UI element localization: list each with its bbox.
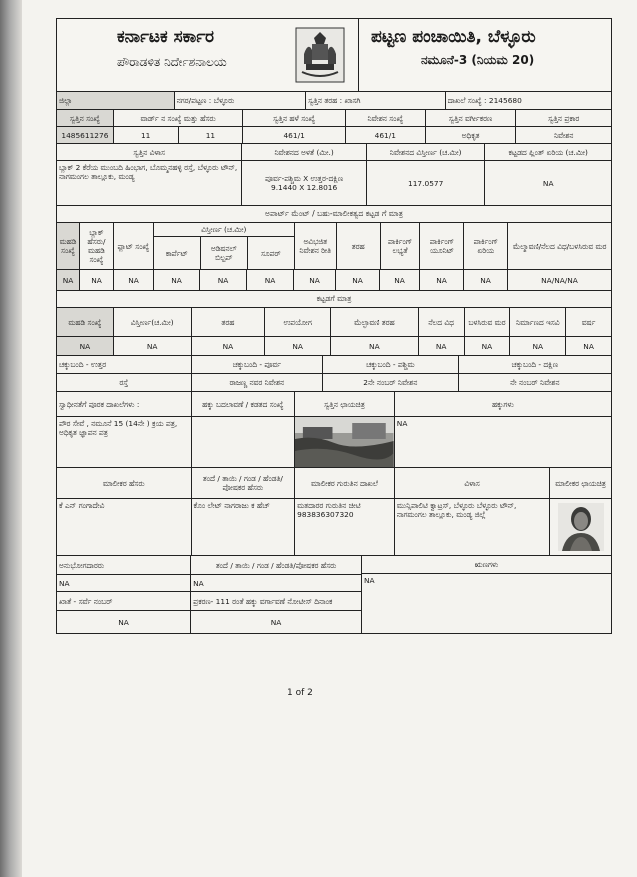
td-apt-block: NA bbox=[79, 270, 113, 290]
apt-area-subheaders bbox=[154, 237, 294, 269]
th-apt-carpet: ಕಾರ್ಪೆಟ್ bbox=[165, 248, 188, 258]
th-site-area: ನಿವೇಶನದ ವಿಸ್ತೀರ್ಣ (ಚ.ಮೀ) bbox=[366, 144, 485, 160]
dept-title: ಪೌರಾಡಳಿತ ನಿರ್ದೇಶನಾಲಯ bbox=[117, 55, 227, 69]
td-apt-parking-availability: NA bbox=[379, 270, 419, 290]
td-apt-parking-unit: NA bbox=[419, 270, 463, 290]
th-survey: ಖಾತೆ - ಸರ್ವೆ ನಂಬರ್ bbox=[59, 596, 113, 606]
office-title: ಪಟ್ಟಣ ಪಂಚಾಯಿತಿ, ಬೆಳ್ಳೂರು bbox=[371, 27, 536, 47]
survey-header-row bbox=[56, 592, 362, 611]
td-occupant-relation: NA bbox=[190, 575, 361, 591]
th-apt-block: ಬ್ಲಾಕ್ ಹೆಸರು/ ಮಹಡಿ ಸಂಖ್ಯೆ bbox=[79, 223, 113, 269]
address-value-row bbox=[56, 161, 612, 206]
td-classification: ಅಧಿಕೃತ bbox=[425, 127, 516, 143]
th-occupant-relation: ತಂದೆ / ತಾಯಿ / ಗಂಡ / ಹೆಂಡತಿ/ಪೋಷಕರ ಹೆಸರು bbox=[190, 556, 361, 574]
th-owner-photo: ಮಾಲೀಕರ ಛಾಯಚಿತ್ರ bbox=[549, 468, 611, 498]
td-apt-carpet: NA bbox=[153, 270, 199, 290]
dimensions-label: ಪೂರ್ವ-ಪಶ್ಚಿಮ X ಉತ್ತರ-ದಕ್ಷಿಣ bbox=[265, 174, 344, 183]
th-bld-floor-type: ನೆಲದ ವಿಧ bbox=[418, 308, 464, 336]
td-boundary-south: ನೇ ನಂಬರ್ ನಿವೇಶನ bbox=[458, 374, 611, 391]
th-boundary-south: ಚಕ್ಕುಬಂದಿ - ದಕ್ಷಿಣ bbox=[458, 356, 611, 373]
th-plinth: ಕಟ್ಟಡದ ಪ್ಲಿಂತ್ ಏರಿಯ (ಚ.ಮೀ) bbox=[484, 144, 611, 160]
td-site-area: 117.0577 bbox=[366, 161, 485, 205]
th-bld-built-year: ನಿರ್ಮಾಣದ ಇಸವಿ bbox=[509, 308, 565, 336]
td-bld-age: NA bbox=[565, 337, 611, 355]
td-bld-wood: NA bbox=[464, 337, 510, 355]
th-burdens: ಋಣಗಳು bbox=[362, 556, 611, 574]
th-dimensions: ನಿವೇಶನದ ಅಳತೆ (ಮೀ.) bbox=[241, 144, 366, 160]
th-transfer: ಹಕ್ಕು ಬದಲಾವಣೆ / ಕಡತದ ಸಂಖ್ಯೆ bbox=[191, 392, 295, 416]
header-left bbox=[57, 19, 282, 91]
th-kind: ಸ್ವತ್ತಿನ ಪ್ರಕಾರ bbox=[515, 110, 611, 126]
th-boundary-north: ಚಕ್ಕುಬಂದಿ - ಉತ್ತರ bbox=[59, 360, 107, 369]
th-apt-additional: ಅಡಿಷನಲ್ ಬಿಲ್ಟಪ್ bbox=[200, 237, 247, 269]
apt-area-group bbox=[153, 223, 294, 269]
th-apt-parking-unit: ಪಾರ್ಕಿಂಗ್ ಯೂನಿಟ್ bbox=[419, 223, 463, 269]
th-bld-usage: ಉಪಯೋಗ bbox=[264, 308, 330, 336]
owner-photo bbox=[549, 499, 611, 555]
th-apt-floor-type: ಮೆಲ್ಮಾವಣಿ/ನೆಲದ ವಿಧ/ಬಳಸಿರುವ ಮರ bbox=[507, 223, 611, 269]
td-ward-name: 11 bbox=[178, 127, 243, 143]
th-owner-relation: ತಂದೆ / ತಾಯಿ / ಗಂಡ / ಹೆಂಡತಿ/ಪೋಷಕರ ಹೆಸರು bbox=[191, 468, 295, 498]
occupant-block bbox=[56, 556, 362, 634]
th-documents: ಸ್ವಾಧೀನತೆಗೆ ಪೂರಕ ದಾಖಲೆಗಳು : bbox=[59, 399, 140, 409]
td-apt-additional: NA bbox=[199, 270, 246, 290]
th-owner-address: ವಿಳಾಸ bbox=[394, 468, 549, 498]
td-apt-type: NA bbox=[335, 270, 379, 290]
form-header bbox=[56, 18, 612, 92]
header-right bbox=[358, 19, 611, 91]
govt-title: ಕರ್ನಾಟಕ ಸರ್ಕಾರ bbox=[117, 27, 215, 47]
property-type-cell: ಸ್ವತ್ತಿನ ತರಹ : ಖಾಸಗಿ bbox=[305, 92, 445, 109]
occupant-value-row bbox=[56, 575, 362, 592]
td-dimensions bbox=[241, 161, 366, 205]
th-apt-parking-area: ಪಾರ್ಕಿಂಗ್ ಏರಿಯ bbox=[463, 223, 507, 269]
td-burdens: NA bbox=[364, 576, 375, 585]
th-case: ಪ್ರಕರಣ- 111 ರಂತೆ ಹಕ್ಕು ವರ್ಗಾವಣೆ ನೋಟೀಸ್ ದಿನಾಂಕ bbox=[190, 592, 361, 610]
th-property-photo: ಸ್ವತ್ತಿನ ಛಾಯಚಿತ್ರ bbox=[294, 392, 394, 416]
th-bld-roof: ಮೆಲ್ಛಾವಣಿ ತರಹ bbox=[330, 308, 418, 336]
td-bld-usage: NA bbox=[264, 337, 330, 355]
survey-value-row bbox=[56, 611, 362, 634]
th-bld-wood: ಬಳಸಿರುವ ಮರ bbox=[464, 308, 510, 336]
td-apt-flat: NA bbox=[113, 270, 153, 290]
documents-value-row bbox=[56, 417, 612, 468]
td-site-no: 461/1 bbox=[345, 127, 425, 143]
td-owner-relation: ಕೊಂ ಲೇಟ್ ನಾಗರಾಜು ಕ ಹೆಚ್ bbox=[191, 499, 295, 555]
td-bld-type: NA bbox=[191, 337, 265, 355]
th-owner-id: ಮಾಲೀಕರ ಗುರುತಿನ ದಾಖಲೆ bbox=[294, 468, 394, 498]
th-apt-area: ವಿಸ್ತೀರ್ಣ (ಚ.ಮೀ) bbox=[154, 223, 294, 237]
th-owner-name: ಮಾಲೀಕರ ಹೆಸರು bbox=[102, 478, 145, 488]
th-bld-floors: ಮಹಡಿ ಸಂಖ್ಯೆ bbox=[57, 308, 113, 336]
occupant-burden-block bbox=[56, 556, 612, 634]
th-bld-area: ವಿಸ್ತೀರ್ಣ(ಚ.ಮೀ) bbox=[113, 308, 191, 336]
th-rights: ಹಕ್ಕುಗಳು bbox=[394, 392, 611, 416]
td-bld-floors: NA bbox=[57, 337, 113, 355]
property-form bbox=[56, 18, 612, 634]
td-apt-undivided: NA bbox=[293, 270, 335, 290]
property-id-value-row bbox=[56, 127, 612, 144]
scan-edge-shadow bbox=[0, 0, 22, 877]
th-classification: ಸ್ವತ್ತಿನ ವರ್ಗೀಕರಣ bbox=[425, 110, 516, 126]
th-apt-flat: ಫ್ಲಾಟ್ ಸಂಖ್ಯೆ bbox=[113, 223, 153, 269]
th-address: ಸ್ವತ್ತಿನ ವಿಳಾಸ bbox=[133, 147, 165, 157]
registration-number-cell: ದಾಖಲೆ ಸಂಖ್ಯೆ : 2145680 bbox=[445, 92, 611, 109]
td-survey: NA bbox=[118, 617, 129, 627]
td-transfer bbox=[191, 417, 295, 467]
occupant-header-row bbox=[56, 556, 362, 575]
town-cell: ನಗರ/ಪಟ್ಟಣ : ಬೆಳ್ಳೂರು bbox=[174, 92, 306, 109]
form-number: ನಮೂನೆ-3 (ನಿಯಮ 20) bbox=[421, 53, 535, 67]
th-bld-age: ವರ್ಷ bbox=[565, 308, 611, 336]
td-ward-no: 11 bbox=[113, 127, 178, 143]
td-bld-built-year: NA bbox=[509, 337, 565, 355]
th-old-no: ಸ್ವತ್ತಿನ ಹಳೆ ಸಂಖ್ಯೆ bbox=[242, 110, 345, 126]
apartment-section-title: ಅಪಾರ್ಟ್ ಮೆಂಟ್ / ಬಹು-ಮಾಲೀಕತ್ವದ ಕಟ್ಟಡ ಗೆ ಮಾತ್ರ bbox=[56, 206, 612, 223]
th-occupant: ಅನುಭೋಗದಾರರು bbox=[59, 560, 105, 570]
td-apt-parking-area: NA bbox=[463, 270, 507, 290]
district-cell: ಜಿಲ್ಲಾ bbox=[57, 92, 174, 109]
td-plinth: NA bbox=[484, 161, 611, 205]
th-site-no: ನಿವೇಶನ ಸಂಖ್ಯೆ bbox=[345, 110, 425, 126]
th-boundary-east: ಚಕ್ಕುಬಂದಿ - ಪೂರ್ವ bbox=[191, 356, 323, 373]
boundary-value-row bbox=[56, 374, 612, 392]
td-occupant: NA bbox=[59, 578, 70, 588]
documents-header-row bbox=[56, 392, 612, 417]
td-documents: ಪೌರ ಸೇವೆ , ನಮೂನೆ 15 (14ನೇ ) ಕ್ರಯ ಪತ್ರ, ಅಧಿಕೃತ ಜ್ಞಾಪನ ಪತ್ರ bbox=[59, 419, 178, 437]
property-photo bbox=[294, 417, 394, 467]
td-bld-area: NA bbox=[113, 337, 191, 355]
td-owner-name: ಕೆ ಎನ್ ಗಂಗಾದೇವಿ bbox=[59, 501, 105, 510]
td-old-no: 461/1 bbox=[242, 127, 345, 143]
th-apt-parking-availability: ಪಾರ್ಕಿಂಗ್ ಲಭ್ಯತೆ bbox=[380, 223, 420, 269]
th-apt-undivided: ಅವಿಭಜಿತ ನಿವೇಶನ ರೀತಿ bbox=[294, 223, 336, 269]
owner-header-row bbox=[56, 468, 612, 499]
td-rights: NA bbox=[394, 417, 611, 467]
burden-block bbox=[362, 556, 612, 634]
td-bld-roof: NA bbox=[330, 337, 418, 355]
th-apt-floor: ಮಹಡಿ ಸಂಖ್ಯೆ bbox=[57, 223, 79, 269]
location-row bbox=[56, 92, 612, 110]
dimensions-value: 9.1440 X 12.8016 bbox=[271, 183, 338, 192]
building-section-title: ಕಟ್ಟಡಗೆ ಮಾತ್ರ bbox=[56, 291, 612, 308]
td-boundary-east: ರಾಜಣ್ಣ ನವರ ನಿವೇಶನ bbox=[191, 374, 323, 391]
boundary-header-row bbox=[56, 356, 612, 374]
apartment-value-row bbox=[56, 270, 612, 291]
th-boundary-west: ಚಕ್ಕುಬಂದಿ - ಪಶ್ಚಿಮ bbox=[322, 356, 458, 373]
td-apt-floor: NA bbox=[57, 270, 79, 290]
td-bld-floor-type: NA bbox=[418, 337, 464, 355]
owner-id-type: ಮತದಾರರ ಗುರುತಿನ ಚೀಟಿ bbox=[297, 501, 361, 510]
th-bld-type: ತರಹ bbox=[191, 308, 265, 336]
td-case: NA bbox=[190, 611, 361, 633]
td-owner-id bbox=[294, 499, 394, 555]
th-ward: ವಾರ್ಡ್ ನ ಸಂಖ್ಯೆ ಮತ್ತು ಹೆಸರು bbox=[113, 110, 243, 126]
th-apt-type: ತರಹ bbox=[336, 223, 380, 269]
th-apt-super: ಸೂಪರ್ bbox=[247, 237, 294, 269]
td-kind: ನಿವೇಶನ bbox=[515, 127, 611, 143]
td-apt-super: NA bbox=[246, 270, 293, 290]
td-boundary-north: ರಸ್ತೆ bbox=[119, 378, 129, 387]
td-apt-floor-type: NA/NA/NA bbox=[507, 270, 611, 290]
td-address: ಬ್ಲಾಕ್ 2 ಕೆರೆಯ ಮುಂಬದಿ ಹಿಂಭಾಗ, ಬೊಮ್ಮನಹಳ್ಳಿ ರಸ್ತೆ, ಬೆಳ್ಳೂರು ಟೌನ್, ನಾಗಮಂಗಲ ತಾಲ್ಲೂಕು, ಮಂಡ್ಯ bbox=[59, 163, 238, 181]
page-number: 1 of 2 bbox=[287, 688, 313, 698]
td-property-no: 1485611276 bbox=[57, 127, 113, 143]
apartment-header-row bbox=[56, 223, 612, 270]
td-boundary-west: 2ನೇ ನಂಬರ್ ನಿವೇಶನ bbox=[322, 374, 458, 391]
owner-value-row bbox=[56, 499, 612, 556]
building-value-row bbox=[56, 337, 612, 356]
state-emblem-icon bbox=[282, 19, 358, 91]
th-property-no: ಸ್ವತ್ತಿನ ಸಂಖ್ಯೆ bbox=[57, 110, 113, 126]
address-header-row bbox=[56, 144, 612, 161]
property-id-header-row bbox=[56, 110, 612, 127]
td-owner-address: ಮುನ್ಸಿಪಾಲಿಟಿ ಕ್ವಾಟ್ರಸ್, ಬೆಳ್ಳೂರು ಬೆಳ್ಳೂರು ಟೌನ್, ನಾಗಮಂಗಲ ತಾಲ್ಲೂಕು, ಮಂಡ್ಯ ಜಿಲ್ಲೆ bbox=[394, 499, 549, 555]
building-header-row bbox=[56, 308, 612, 337]
owner-id-number: 983836307320 bbox=[297, 510, 354, 519]
